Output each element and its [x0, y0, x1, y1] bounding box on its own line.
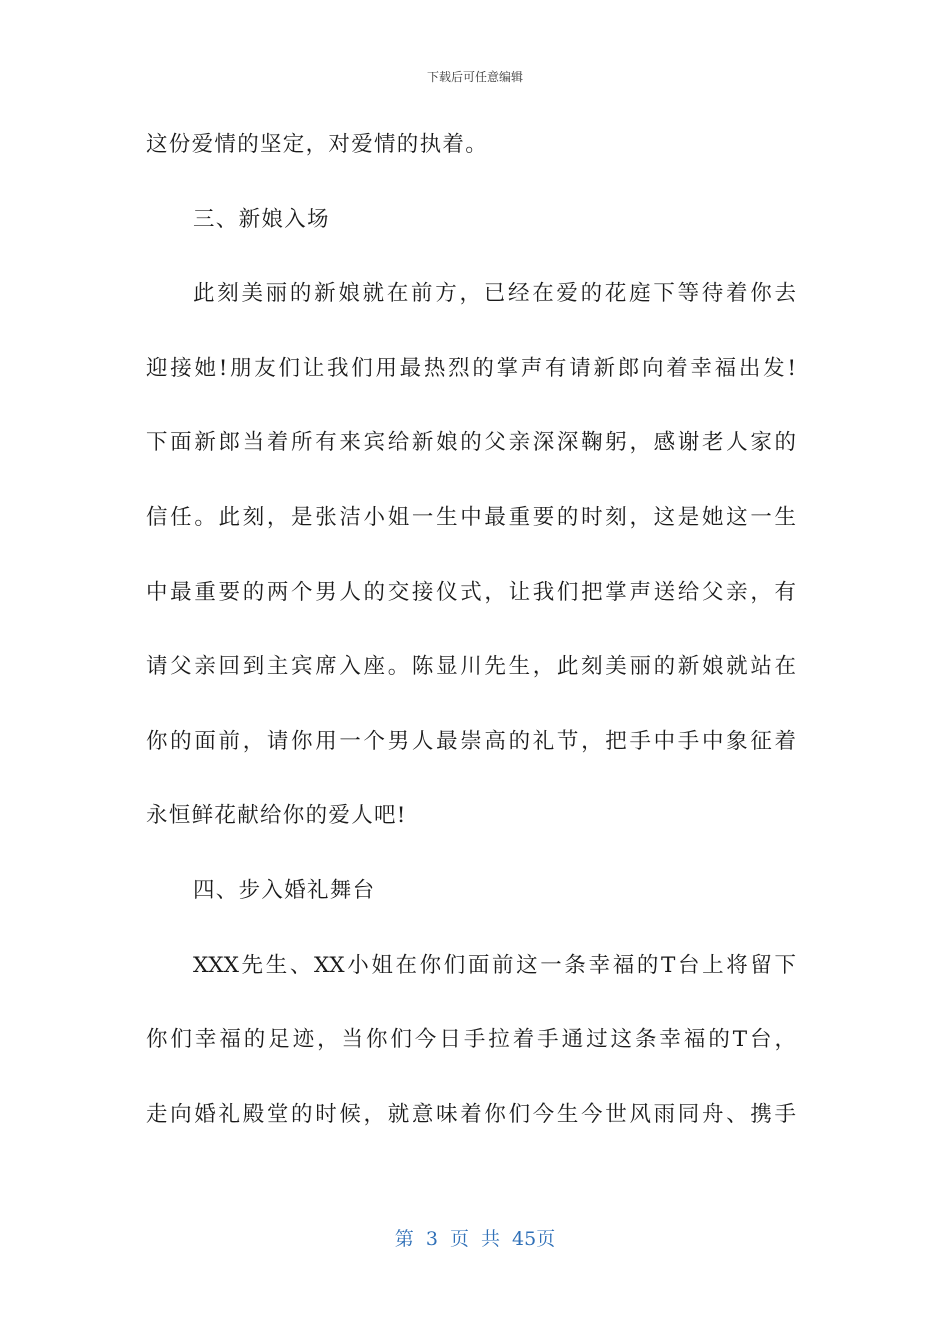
- text-line: 信任。此刻，是张洁小姐一生中最重要的时刻，这是她这一生: [146, 504, 796, 530]
- page-number: 第 3 页 共 45页: [394, 1228, 556, 1250]
- text-line: 此刻美丽的新娘就在前方，已经在爱的花庭下等待着你去: [193, 281, 796, 307]
- text-line: 迎接她!朋友们让我们用最热烈的掌声有请新郎向着幸福出发!: [146, 355, 796, 381]
- text-line: 下面新郎当着所有来宾给新娘的父亲深深鞠躬，感谢老人家的: [146, 430, 796, 456]
- text-line: 永恒鲜花献给你的爱人吧!: [146, 803, 407, 829]
- text-line: 这份爱情的坚定，对爱情的执着。: [146, 132, 489, 157]
- section-heading-bride-entrance: 三、新娘入场: [193, 206, 330, 232]
- document-body: [146, 120, 796, 1164]
- text-line: 中最重要的两个男人的交接仪式，让我们把掌声送给父亲，有: [146, 579, 796, 605]
- section-heading-stage: 四、步入婚礼舞台: [193, 877, 376, 903]
- text-line: 走向婚礼殿堂的时候，就意味着你们今生今世风雨同舟、携手: [146, 1101, 796, 1127]
- text-line: 你们幸福的足迹，当你们今日手拉着手通过这条幸福的T台，: [146, 1027, 796, 1053]
- header-note: 下载后可任意编辑: [426, 70, 523, 84]
- text-line: 请父亲回到主宾席入座。陈显川先生，此刻美丽的新娘就站在: [146, 654, 796, 680]
- text-line: 你的面前，请你用一个男人最崇高的礼节，把手中手中象征着: [146, 728, 796, 754]
- text-line: XXX先生、XX小姐在你们面前这一条幸福的T台上将留下: [193, 952, 796, 978]
